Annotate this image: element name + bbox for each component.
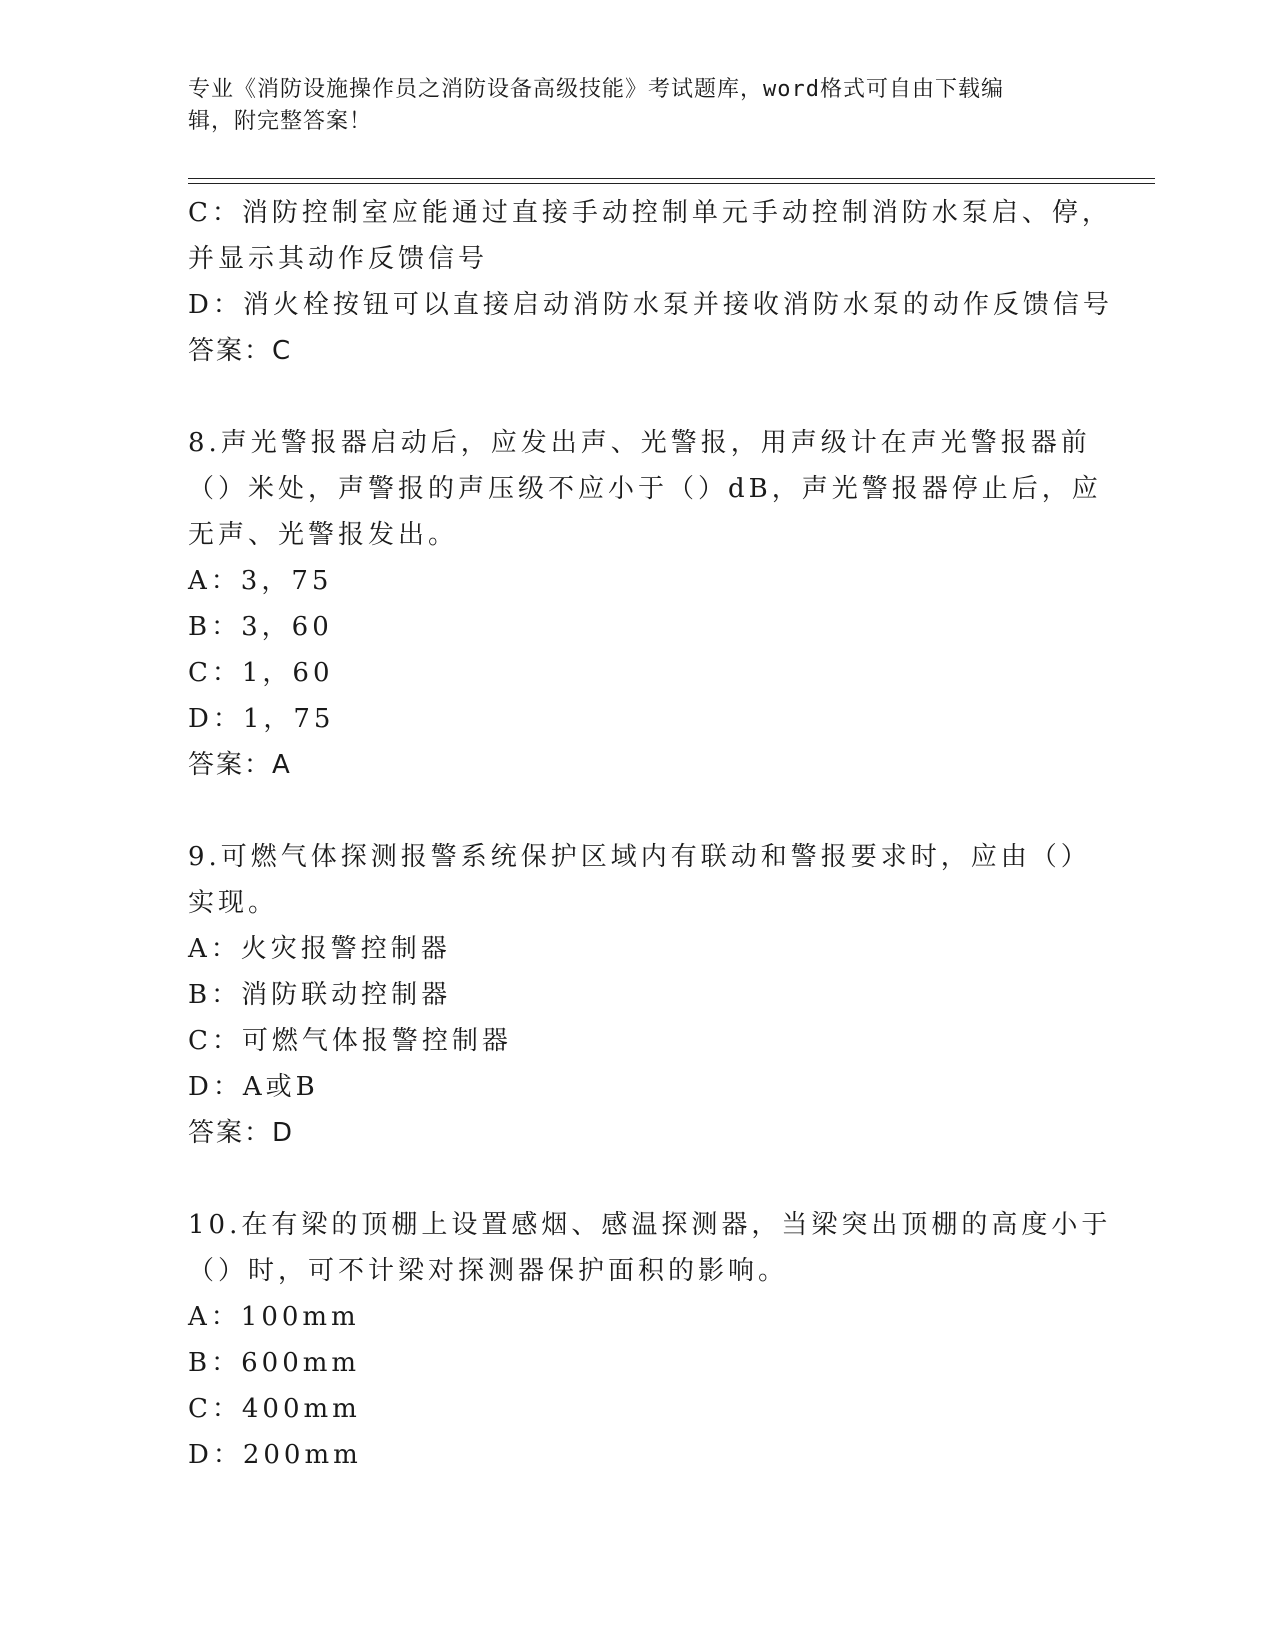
document-header	[188, 74, 1068, 138]
answer-line: 答案：D	[188, 1118, 295, 1148]
option-d: D：200mm	[188, 1440, 362, 1470]
option-d: D：A或B	[188, 1072, 319, 1102]
question-stem-line-1: 10.在有梁的顶棚上设置感烟、感温探测器，当梁突出顶棚的高度小于	[188, 1210, 1112, 1240]
option-b: B：3，60	[188, 612, 333, 642]
question-stem-line-1: 8.声光警报器启动后，应发出声、光警报，用声级计在声光警报器前	[188, 428, 1091, 458]
document-body	[188, 190, 1113, 1478]
option-c-line-2: 并显示其动作反馈信号	[188, 244, 489, 274]
header-line-2: 辑，附完整答案！	[188, 109, 373, 134]
option-a: A：火灾报警控制器	[188, 934, 451, 964]
question-stem-line-2: （）米处，声警报的声压级不应小于（）dB，声光警报器停止后，应	[188, 474, 1102, 504]
header-line-1: 专业《消防设施操作员之消防设备高级技能》考试题库，word格式可自由下载编	[188, 77, 1004, 102]
question-stem-line-2: （）时，可不计梁对探测器保护面积的影响。	[188, 1256, 789, 1286]
spacer	[188, 788, 1088, 834]
option-c: C：400mm	[188, 1394, 361, 1424]
question-partial	[188, 190, 1113, 374]
spacer	[188, 1156, 1088, 1202]
option-c: C：1，60	[188, 658, 334, 688]
answer-line: 答案：C	[188, 336, 293, 366]
header-divider-top	[188, 178, 1155, 179]
header-divider-bottom	[188, 183, 1155, 184]
answer-line: 答案：A	[188, 750, 292, 780]
question-stem-line-1: 9.可燃气体探测报警系统保护区域内有联动和警报要求时，应由（）	[188, 842, 1091, 872]
question-stem-line-2: 实现。	[188, 888, 279, 918]
question-stem-line-3: 无声、光警报发出。	[188, 520, 459, 550]
option-b: B：消防联动控制器	[188, 980, 452, 1010]
question-8	[188, 420, 1102, 788]
option-d: D：消火栓按钮可以直接启动消防水泵并接收消防水泵的动作反馈信号	[188, 290, 1113, 320]
question-10	[188, 1202, 1112, 1478]
option-c: C：可燃气体报警控制器	[188, 1026, 512, 1056]
option-a: A：3，75	[188, 566, 333, 596]
option-c-line-1: C：消防控制室应能通过直接手动控制单元手动控制消防水泵启、停，	[188, 198, 1112, 228]
spacer	[188, 374, 1088, 420]
option-d: D：1，75	[188, 704, 335, 734]
question-9	[188, 834, 1091, 1156]
option-a: A：100mm	[188, 1302, 360, 1332]
option-b: B：600mm	[188, 1348, 361, 1378]
